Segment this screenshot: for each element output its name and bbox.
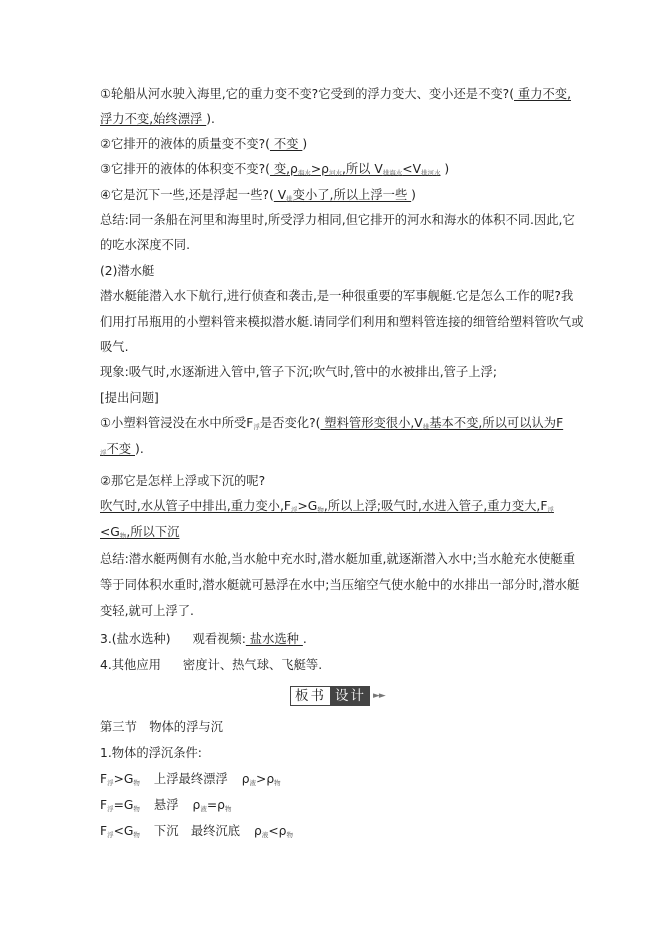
banner-part1: 板书 [290,686,331,706]
pq1-sub-displaced: 排 [422,423,430,431]
summary2-line2: 等于同体积水重时,潜水艇就可悬浮在水中;当压缩空气使水舱中的水排出一部分时,潜水艇 [100,578,580,592]
q3-sub-riverwater: 河水 [328,169,342,177]
item3-line [100,631,307,647]
pq1-answer-seg1: 塑料管形变很小,V [320,416,423,430]
pq2-question: ②那它是怎样上浮或下沉的呢? [100,474,266,488]
q1-close: ). [206,112,215,126]
cond2-rho-sub1: 液 [200,805,207,813]
item3-text: 观看视频: [192,632,246,646]
item3-label: 3.(盐水选种) [100,632,171,646]
q3-answer [270,162,441,176]
summary1-line2: 的吃水深度不同. [100,238,190,252]
condition-float [100,771,281,791]
q4-answer-seg2: 变小了,所以上浮一些 [292,188,412,202]
q1-answer-part1: 重力不变, [514,87,572,101]
item3-answer: 盐水选种 [245,632,303,646]
pa2-answer-line1 [100,499,554,513]
q3-answer-seg3: ,所以 V [341,162,383,176]
q4-text: ④它是沉下一些,还是浮起一些?( [100,188,274,202]
cond1-rho-op: >ρ [256,772,275,786]
cond2-rho-op: =ρ [206,798,225,812]
cond2-rho: ρ [192,798,201,812]
cond1-rho: ρ [241,772,250,786]
pa2-seg2: >G [297,499,318,513]
pa2-line2 [100,524,179,544]
cond2-rho-sub2: 物 [224,805,232,813]
cond1-desc: 上浮最终漂浮 [153,772,228,786]
pq1-answer [320,416,563,430]
q3-answer-seg2: >ρ [310,162,329,176]
summary2-line1: 总结:潜水艇两侧有水舱,当水舱中充水时,潜水艇加重,就逐渐潜入水中;当水舱充水使艇重 [100,552,575,566]
pa2-sub3: 浮 [547,506,554,514]
pa2-line1 [100,498,554,518]
pq1-answer-seg2: 基本不变,所以可以认为F [429,416,564,430]
q4-answer-seg1: V [273,188,287,202]
cond2-f-sub: 浮 [107,805,114,813]
q3-text: ③它排开的液体的体积变不变?( [100,162,270,176]
double-arrow-icon: ►► [373,691,385,701]
q2-text: ②它排开的液体的质量变不变?( [100,137,270,151]
cond1-f: F [100,772,108,786]
cond3-rho: ρ [254,824,262,838]
q1-text: ①轮船从河水驶入海里,它的重力变不变?它受到的浮力变大、变小还是不变?( [100,87,514,101]
cond2-f: F [100,798,108,812]
pa2-seg1: 吹气时,水从管子中排出,重力变小,F [100,499,291,513]
q4-answer [274,188,411,202]
summary1-line1: 总结:同一条船在河里和海里时,所受浮力相同,但它排开的河水和海水的体积不同.因此,它 [100,213,575,227]
q2-answer: 不变 [269,137,303,151]
q1-line2 [100,111,215,127]
q4-line [100,187,416,207]
item4-label: 4.其他应用 [100,658,161,672]
cond3-f: F [100,824,108,838]
cond1-f-sub: 浮 [107,779,114,787]
condition-suspend [100,797,231,817]
item3-close: . [302,632,307,646]
cond3-rho-sub2: 物 [286,831,293,839]
q1-answer-part2: 浮力不变,始终漂浮 [100,112,207,126]
q3-sub-displaced-river: 排河水 [421,169,441,177]
q3-answer-seg4: <V [402,162,421,176]
item4-line [100,657,322,673]
pq1-sub-buoyant: 浮 [253,423,260,431]
cond1-op: >G [113,772,134,786]
q3-sub-seawater: 海水 [297,169,311,177]
pq1-sub-buoyant2: 浮 [100,449,107,457]
cond3-op: <G [113,824,134,838]
board-design-banner [290,686,385,706]
cond1-g-sub: 物 [133,779,140,787]
intro-line3: 吸气. [100,340,129,354]
pq1-answer-cont [100,442,135,456]
board-title: 第三节 物体的浮与沉 [100,720,223,734]
phenomenon: 现象:吸气时,水逐渐进入管中,管子下沉;吹气时,管中的水被排出,管子上浮; [100,365,497,379]
banner-part2: 设计 [331,686,370,706]
pq1-line1 [100,415,563,435]
cond3-rho-op: <ρ [268,824,287,838]
pq1-text2: 是否变化?( [259,416,321,430]
cond2-op: =G [113,798,134,812]
cond2-desc: 悬浮 [153,798,179,812]
item4-text: 密度计、热气球、飞艇等. [182,658,323,672]
q2-close: ) [302,137,308,151]
q1-line1 [100,86,571,102]
submarine-subtitle: (2)潜水艇 [100,264,155,278]
pa2-answer-line2 [100,525,179,539]
cond3-desc: 下沉 最终沉底 [153,824,241,838]
pa2-seg4: <G [100,525,120,539]
q3-sub-displaced-sea: 排海水 [382,169,403,177]
pq1-text1: ①小塑料管浸没在水中所受F [100,416,254,430]
intro-line2: 们用打吊瓶用的小塑料管来模拟潜水艇.请同学们利用和塑料管连接的细管给塑料管吹气或 [100,315,584,329]
summary2-line3: 变轻,就可上浮了. [100,604,194,618]
board-subtitle: 1.物体的浮沉条件: [100,746,202,760]
q3-answer-seg1: 变,ρ [269,162,298,176]
pa2-seg3: ,所以上浮;吸气时,水进入管子,重力变大,F [323,499,548,513]
pa2-seg5: ,所以下沉 [126,525,180,539]
cond3-g-sub: 物 [133,831,140,839]
q3-line [100,161,449,181]
cond2-g-sub: 物 [133,805,140,813]
pq1-answer-seg3: 不变 [106,442,136,456]
q2-line [100,136,307,152]
intro-line1: 潜水艇能潜入水下航行,进行侦查和袭击,是一种很重要的军事舰艇.它是怎么工作的呢?我 [100,289,574,303]
q4-close: ) [411,188,416,202]
cond3-f-sub: 浮 [107,831,114,839]
cond3-rho-sub1: 液 [261,831,269,839]
cond1-rho-sub1: 液 [249,779,257,787]
pq1-close: ). [135,442,144,456]
pq1-line2 [100,441,144,461]
question-header: [提出问题] [100,391,159,405]
q4-sub-displaced: 排 [286,195,293,203]
pa2-sub1: 浮 [290,506,298,514]
pa2-sub4: 物 [119,532,127,540]
q3-close: ) [440,162,450,176]
cond1-rho-sub2: 物 [274,779,281,787]
condition-sink [100,823,293,843]
pa2-sub2: 物 [317,506,324,514]
